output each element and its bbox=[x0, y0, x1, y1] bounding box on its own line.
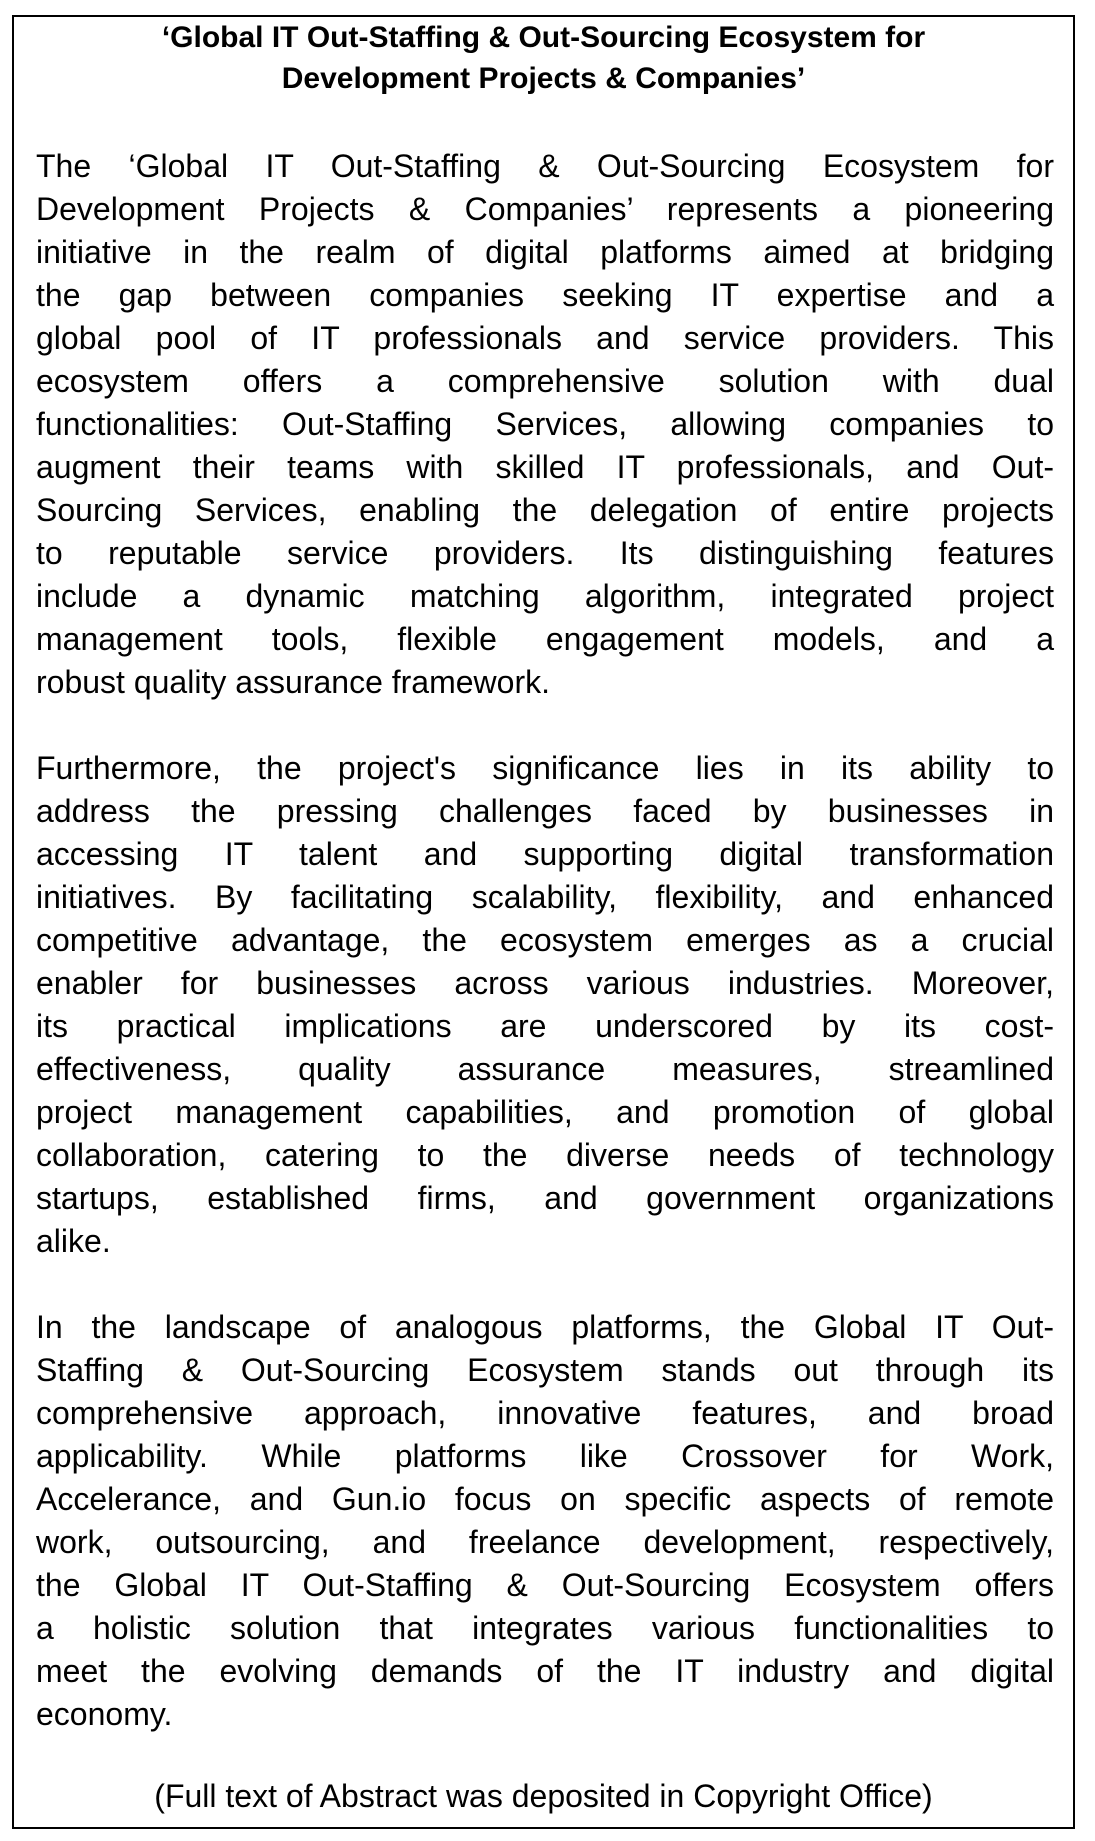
text-line: enabler for businesses across various industries. Moreover, bbox=[36, 965, 1054, 1001]
text-line: economy. bbox=[36, 1696, 173, 1732]
text-line: effectiveness, quality assurance measures, streamlined bbox=[36, 1051, 1054, 1087]
text-line: robust quality assurance framework. bbox=[36, 664, 550, 700]
text-line: management tools, flexible engagement models, and a bbox=[36, 621, 1054, 657]
text-line: Staffing & Out-Sourcing Ecosystem stands out through its bbox=[36, 1352, 1054, 1388]
text-line: a holistic solution that integrates various functionalities to bbox=[36, 1610, 1054, 1646]
text-line: applicability. While platforms like Crossover for Work, bbox=[36, 1438, 1054, 1474]
text-line: Furthermore, the project's significance lies in its ability to bbox=[36, 750, 1054, 786]
text-line: work, outsourcing, and freelance development, respectively, bbox=[36, 1524, 1054, 1560]
text-line: competitive advantage, the ecosystem emerges as a crucial bbox=[36, 922, 1054, 958]
text-line: alike. bbox=[36, 1223, 111, 1259]
text-line: address the pressing challenges faced by businesses in bbox=[36, 793, 1054, 829]
title-line: Development Projects & Companies’ bbox=[281, 62, 806, 95]
text-line: augment their teams with skilled IT professionals, and Out- bbox=[36, 449, 1054, 485]
footer-note: (Full text of Abstract was deposited in Copyright Office) bbox=[154, 1778, 933, 1814]
text-line: The ‘Global IT Out-Staffing & Out-Sourcing Ecosystem for bbox=[36, 148, 1054, 184]
text-line: meet the evolving demands of the IT industry and digital bbox=[36, 1653, 1054, 1689]
text-line: initiative in the realm of digital platforms aimed at bridging bbox=[36, 234, 1054, 270]
text-line: project management capabilities, and promotion of global bbox=[36, 1094, 1054, 1130]
text-line: Sourcing Services, enabling the delegation of entire projects bbox=[36, 492, 1054, 528]
text-line: In the landscape of analogous platforms, the Global IT Out- bbox=[36, 1309, 1054, 1345]
text-line: ecosystem offers a comprehensive solution with dual bbox=[36, 363, 1054, 399]
text-line: include a dynamic matching algorithm, integrated project bbox=[36, 578, 1054, 614]
abstract-box bbox=[12, 15, 1075, 1829]
text-line: Development Projects & Companies’ represents a pioneering bbox=[36, 191, 1054, 227]
text-line: global pool of IT professionals and service providers. This bbox=[36, 320, 1054, 356]
text-line: comprehensive approach, innovative features, and broad bbox=[36, 1395, 1054, 1431]
text-line: the Global IT Out-Staffing & Out-Sourcing Ecosystem offers bbox=[36, 1567, 1054, 1603]
text-line: to reputable service providers. Its distinguishing features bbox=[36, 535, 1054, 571]
paragraph-2 bbox=[36, 747, 1054, 1263]
text-line: Accelerance, and Gun.io focus on specific aspects of remote bbox=[36, 1481, 1054, 1517]
text-line: accessing IT talent and supporting digital transformation bbox=[36, 836, 1054, 872]
document-title bbox=[14, 17, 1073, 99]
text-line: initiatives. By facilitating scalability, flexibility, and enhanced bbox=[36, 879, 1054, 915]
title-line: ‘Global IT Out-Staffing & Out-Sourcing Ecosystem for bbox=[161, 21, 926, 54]
paragraph-3 bbox=[36, 1306, 1054, 1736]
text-line: the gap between companies seeking IT expertise and a bbox=[36, 277, 1054, 313]
text-line: functionalities: Out-Staffing Services, allowing companies to bbox=[36, 406, 1054, 442]
abstract-body bbox=[36, 145, 1054, 1779]
text-line: collaboration, catering to the diverse needs of technology bbox=[36, 1137, 1054, 1173]
text-line: its practical implications are underscored by its cost- bbox=[36, 1008, 1054, 1044]
paragraph-1 bbox=[36, 145, 1054, 704]
text-line: startups, established firms, and government organizations bbox=[36, 1180, 1054, 1216]
